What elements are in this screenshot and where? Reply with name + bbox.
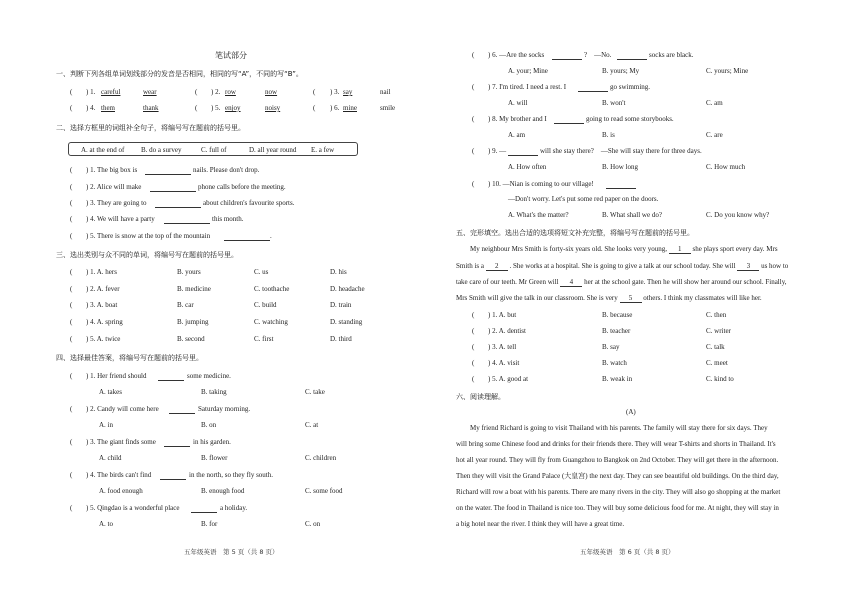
answer-paren[interactable]: (	[70, 318, 73, 326]
s4-option-b: B. taking	[201, 388, 227, 396]
s3-option-a: ) 4. A. spring	[86, 318, 123, 326]
s1-word-a: mine	[343, 104, 357, 112]
s5-option-a: ) 2. A. dentist	[488, 327, 526, 335]
s5-option-a: ) 4. A. visit	[488, 359, 520, 367]
s5-option-c: C. meet	[706, 359, 728, 367]
cloze-text: My neighbour Mrs Smith is forty-six years old. She looks very young,	[470, 245, 667, 253]
s3-option-a: ) 3. A. boat	[86, 301, 118, 309]
s3-option-d: D. train	[330, 301, 352, 309]
s4-question-line2: —Don't worry. Let's put some red paper on the doors.	[508, 195, 659, 203]
s1-item-num: ) 5.	[211, 104, 221, 112]
s1-word-b: wear	[143, 88, 157, 96]
s4-option-a: A. takes	[99, 388, 122, 396]
s3-option-a: ) 1. A. hers	[86, 268, 117, 276]
answer-paren[interactable]: (	[472, 311, 475, 319]
s1-word-a: careful	[101, 88, 121, 96]
cloze-blank-1[interactable]: 1	[669, 246, 691, 254]
cloze-blank-4[interactable]: 4	[560, 279, 582, 287]
s4-question-a: ) 4. The birds can't find	[86, 471, 152, 479]
answer-paren[interactable]: (	[195, 88, 198, 96]
reading-line: a big hotel near the river. I think they will have a great time.	[456, 520, 625, 528]
s5-option-c: C. talk	[706, 343, 725, 351]
section-2-heading: 二、选择方框里的词组补全句子，将编号写在题前的括号里。	[56, 124, 245, 132]
answer-paren[interactable]: (	[70, 215, 73, 223]
s4-option-c: C. Do you know why?	[706, 211, 770, 219]
s4-question-b: go swimming.	[610, 83, 651, 91]
s2-sentence-b: .	[270, 232, 272, 240]
answer-paren[interactable]: (	[70, 405, 73, 413]
s4-option-b: B. How long	[602, 163, 638, 171]
s4-question-b: Saturday morning.	[198, 405, 251, 413]
passage-label: (A)	[626, 408, 636, 416]
s1-word-b: nail	[380, 88, 391, 96]
s4-option-a: A. child	[99, 454, 122, 462]
s4-option-c: C. take	[305, 388, 325, 396]
answer-paren[interactable]: (	[70, 372, 73, 380]
cloze-text: she plays sport every day. Mrs	[692, 245, 778, 253]
s4-question-a: ) 1. Her friend should	[86, 372, 147, 380]
s4-option-a: A. am	[508, 131, 526, 139]
cloze-line-4	[456, 295, 808, 303]
s4-option-c: C. are	[706, 131, 723, 139]
s3-option-c: C. first	[254, 335, 274, 343]
answer-paren[interactable]: (	[70, 183, 73, 191]
answer-blank[interactable]	[224, 233, 270, 241]
s4-option-c: C. yours; Mine	[706, 67, 749, 75]
cloze-text: others. I think my classmates will like her.	[643, 294, 762, 302]
answer-paren[interactable]: (	[70, 471, 73, 479]
s4-question-a: ) 3. The giant finds some	[86, 438, 156, 446]
s3-option-b: B. jumping	[177, 318, 209, 326]
answer-blank[interactable]	[606, 181, 636, 189]
s1-word-b: smile	[380, 104, 396, 112]
answer-blank[interactable]	[150, 184, 196, 192]
answer-blank[interactable]	[158, 373, 184, 381]
s4-question-a: ) 9. —	[488, 147, 507, 155]
s4-option-c: C. am	[706, 99, 723, 107]
s4-option-c: C. at	[305, 421, 319, 429]
s4-question-b: a holiday.	[220, 504, 248, 512]
s3-option-d: D. headache	[330, 285, 365, 293]
s3-option-b: B. yours	[177, 268, 201, 276]
answer-blank[interactable]	[617, 52, 647, 60]
answer-blank[interactable]	[169, 406, 195, 414]
s4-question-a: ) 2. Candy will come here	[86, 405, 159, 413]
answer-paren[interactable]: (	[472, 83, 475, 91]
s3-option-a: ) 5. A. twice	[86, 335, 121, 343]
answer-blank[interactable]	[160, 472, 186, 480]
s4-option-a: A. What's the matter?	[508, 211, 569, 219]
reading-line: Then they will visit the Grand Palace (大皇宫) the next day. They can see beautiful old buildings. On the third day,	[456, 472, 779, 480]
s2-sentence-b: nails. Please don't drop.	[193, 166, 260, 174]
answer-blank[interactable]	[191, 505, 217, 513]
s3-option-b: B. second	[177, 335, 205, 343]
cloze-text: her at the school gate. Then he will show her around our school. Finally,	[584, 278, 787, 286]
s4-option-a: A. food enough	[99, 487, 143, 495]
s3-option-b: B. medicine	[177, 285, 211, 293]
s4-question-a: ) 7. I'm tired. I need a rest. I	[488, 83, 567, 91]
s4-option-b: B. won't	[602, 99, 626, 107]
s1-word-a: row	[225, 88, 236, 96]
page-title: 笔试部分	[215, 51, 247, 60]
s5-option-b: B. teacher	[602, 327, 631, 335]
s4-question-b: some medicine.	[187, 372, 231, 380]
s1-word-b: thank	[143, 104, 159, 112]
s1-word-a: enjoy	[225, 104, 241, 112]
s4-question-a: ) 8. My brother and I	[488, 115, 547, 123]
s2-sentence-b: about children's favourite sports.	[203, 199, 295, 207]
section-4-heading: 四、选择最佳答案，将编号写在题前的括号里。	[56, 354, 203, 362]
s3-option-c: C. us	[254, 268, 269, 276]
s3-option-a: ) 2. A. fever	[86, 285, 120, 293]
answer-paren[interactable]: (	[70, 335, 73, 343]
s4-question-b: will she stay there? —She will stay there for three days.	[540, 147, 702, 155]
s4-question-a: ) 10. —Nian is coming to our village!	[488, 180, 594, 188]
reading-line: on the water. The food in Thailand is nice too. They will buy some delicious food for me. At night, they will stay in	[456, 504, 779, 512]
section-5-heading: 五、完形填空。选出合适的选项将短文补充完整，将编号写在题前的括号里。	[456, 229, 694, 237]
reading-line: Richard will row a boat with his parents. There are many rivers in the city. They will also go shopping at the market	[456, 488, 781, 496]
answer-paren[interactable]: (	[70, 438, 73, 446]
s3-option-c: C. toothache	[254, 285, 290, 293]
answer-paren[interactable]: (	[70, 232, 73, 240]
s3-option-c: C. watching	[254, 318, 288, 326]
cloze-text: take care of our teeth. Mr Green will	[456, 278, 559, 286]
phrase-option: E. a few	[311, 146, 335, 154]
s5-option-c: C. writer	[706, 327, 731, 335]
section-1-heading: 一、判断下列各组单词划线部分的发音是否相同，相同的写“A”，不同的写“B”。	[56, 70, 303, 78]
s1-word-a: them	[101, 104, 115, 112]
s4-option-a: A. your; Mine	[508, 67, 548, 75]
answer-paren[interactable]: (	[195, 104, 198, 112]
s5-option-c: C. then	[706, 311, 727, 319]
cloze-line-2	[456, 263, 808, 271]
answer-paren[interactable]: (	[313, 88, 316, 96]
answer-paren[interactable]: (	[472, 375, 475, 383]
s1-word-b: noisy	[265, 104, 281, 112]
exam-page-right	[430, 0, 860, 608]
s1-item-num: ) 3.	[330, 88, 340, 96]
answer-paren[interactable]: (	[472, 51, 475, 59]
cloze-text: . She works at a hospital. She is going to give a talk at our school today. She will	[509, 262, 736, 270]
s5-option-b: B. say	[602, 343, 620, 351]
answer-paren[interactable]: (	[70, 504, 73, 512]
cloze-text: Mrs Smith will give the talk in our classroom. She is very	[456, 294, 618, 302]
cloze-blank-5[interactable]: 5	[620, 295, 642, 303]
s4-option-b: B. yours; My	[602, 67, 640, 75]
answer-paren[interactable]: (	[313, 104, 316, 112]
answer-blank[interactable]	[164, 216, 210, 224]
s1-item-num: ) 2.	[211, 88, 221, 96]
answer-blank[interactable]	[578, 84, 608, 92]
s3-option-d: D. his	[330, 268, 347, 276]
s1-word-b: now	[265, 88, 278, 96]
s4-option-a: A. in	[99, 421, 113, 429]
phrase-option: C. full of	[201, 146, 227, 154]
s4-option-b: B. is	[602, 131, 615, 139]
s3-option-d: D. standing	[330, 318, 363, 326]
page-footer-right: 五年级英语 第 6 页（共 8 页）	[580, 548, 675, 556]
section-6-heading: 六、阅读理解。	[456, 393, 505, 401]
s2-sentence-a: ) 1. The big box is	[86, 166, 138, 174]
phrase-option: B. do a survey	[141, 146, 182, 154]
s4-option-c: C. How much	[706, 163, 746, 171]
reading-line: will bring some Chinese food and drinks for their friends there. They will wear T-shirts and shorts in Thailand. It's	[456, 440, 776, 448]
s1-item-num: ) 1.	[86, 88, 96, 96]
s4-option-a: A. to	[99, 520, 113, 528]
reading-line	[456, 425, 808, 432]
reading-text: My friend Richard is going to visit Thailand with his parents. The family will stay there for six days. They	[470, 424, 768, 432]
s5-option-a: ) 1. A. but	[488, 311, 517, 319]
s4-option-b: B. for	[201, 520, 218, 528]
answer-paren[interactable]: (	[472, 359, 475, 367]
cloze-blank-2[interactable]: 2	[486, 263, 508, 271]
s5-option-a: ) 3. A. tell	[488, 343, 517, 351]
s4-option-b: B. enough food	[201, 487, 245, 495]
s3-option-c: C. build	[254, 301, 277, 309]
answer-blank[interactable]	[155, 200, 201, 208]
answer-paren[interactable]: (	[70, 199, 73, 207]
s4-option-b: B. on	[201, 421, 217, 429]
s4-option-c: C. children	[305, 454, 337, 462]
s2-sentence-b: phone calls before the meeting.	[198, 183, 286, 191]
cloze-blank-3[interactable]: 3	[737, 263, 759, 271]
answer-blank[interactable]	[145, 167, 191, 175]
s2-sentence-b: this month.	[212, 215, 244, 223]
s5-option-b: B. weak in	[602, 375, 633, 383]
s2-sentence-a: ) 3. They are going to	[86, 199, 147, 207]
s5-option-a: ) 5. A. good at	[488, 375, 529, 383]
answer-blank[interactable]	[554, 116, 584, 124]
cloze-line-1	[456, 246, 808, 254]
s1-word-a: say	[343, 88, 353, 96]
s5-option-b: B. watch	[602, 359, 627, 367]
s4-option-b: B. flower	[201, 454, 228, 462]
s4-question-a: ) 6. —Are the socks	[488, 51, 545, 59]
phrase-option: A. at the end of	[81, 146, 125, 154]
s4-question-b: ? —No.	[584, 51, 612, 59]
phrase-box	[68, 142, 358, 156]
page-footer-left: 五年级英语 第 5 页（共 8 页）	[184, 548, 279, 556]
answer-paren[interactable]: (	[472, 327, 475, 335]
reading-line: hot all year round. They will fly from Guangzhou to Bangkok on 2nd October. They will get there in the afternoon.	[456, 456, 779, 464]
answer-paren[interactable]: (	[70, 285, 73, 293]
answer-paren[interactable]: (	[70, 166, 73, 174]
answer-paren[interactable]: (	[472, 343, 475, 351]
s4-option-a: A. will	[508, 99, 528, 107]
s2-sentence-a: ) 5. There is snow at the top of the mountain	[86, 232, 211, 240]
phrase-option: D. all year round	[249, 146, 297, 154]
answer-paren[interactable]: (	[472, 147, 475, 155]
answer-paren[interactable]: (	[70, 88, 73, 96]
answer-paren[interactable]: (	[70, 104, 73, 112]
s4-question-b: in his garden.	[193, 438, 231, 446]
answer-blank[interactable]	[552, 52, 582, 60]
cloze-text: us how to	[761, 262, 789, 270]
cloze-text: Smith is a	[456, 262, 485, 270]
s4-option-c: C. some food	[305, 487, 343, 495]
answer-paren[interactable]: (	[472, 180, 475, 188]
s1-item-num: ) 6.	[330, 104, 340, 112]
s4-question-c: socks are black.	[649, 51, 694, 59]
s1-item-num: ) 4.	[86, 104, 96, 112]
s2-sentence-a: ) 4. We will have a party	[86, 215, 155, 223]
s5-option-b: B. because	[602, 311, 633, 319]
answer-paren[interactable]: (	[70, 301, 73, 309]
answer-paren[interactable]: (	[472, 115, 475, 123]
s3-option-b: B. car	[177, 301, 194, 309]
s5-option-c: C. kind to	[706, 375, 734, 383]
answer-blank[interactable]	[164, 439, 190, 447]
s4-option-c: C. on	[305, 520, 321, 528]
cloze-line-3	[456, 279, 808, 287]
answer-blank[interactable]	[508, 148, 538, 156]
s4-question-b: in the north, so they fly south.	[189, 471, 273, 479]
s4-question-a: ) 5. Qingdao is a wonderful place	[86, 504, 180, 512]
s2-sentence-a: ) 2. Alice will make	[86, 183, 142, 191]
s4-option-a: A. How often	[508, 163, 547, 171]
s4-question-b: going to read some storybooks.	[586, 115, 674, 123]
section-3-heading: 三、选出类别与众不同的单词，将编号写在题前的括号里。	[56, 251, 238, 259]
s3-option-d: D. third	[330, 335, 352, 343]
s4-option-b: B. What shall we do?	[602, 211, 662, 219]
answer-paren[interactable]: (	[70, 268, 73, 276]
